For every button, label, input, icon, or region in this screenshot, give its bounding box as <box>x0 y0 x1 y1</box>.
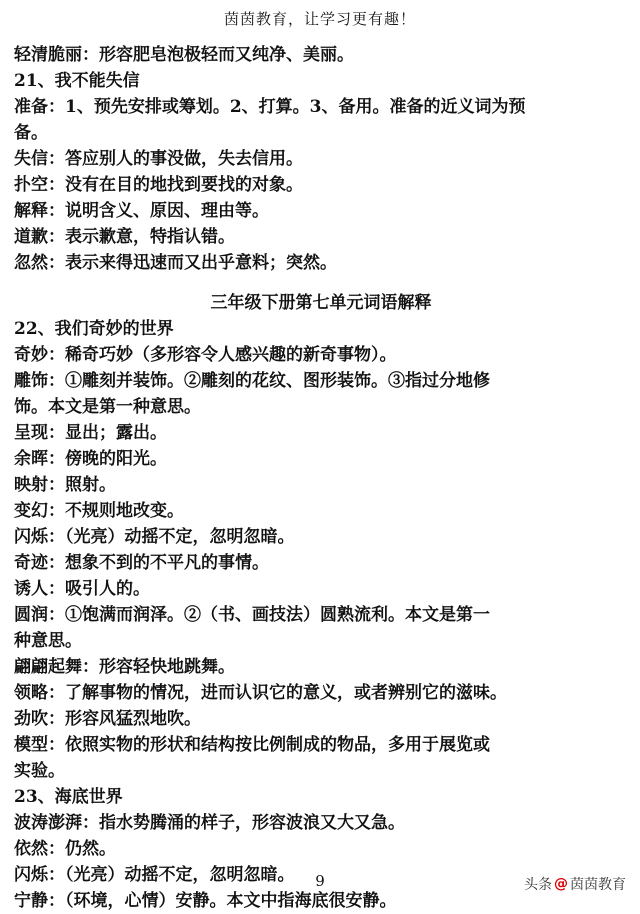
text-line: 闪烁：（光亮）动摇不定，忽明忽暗。 <box>14 865 295 885</box>
text-line: 呈现：显出；露出。 <box>14 423 167 443</box>
text-line: 模型：依照实物的形状和结构按比例制成的物品，多用于展览或 <box>14 735 490 755</box>
watermark-prefix: 头条 <box>524 877 552 893</box>
text-line: 饰。本文是第一种意思。 <box>14 397 201 417</box>
lesson-heading: 23、海底世界 <box>14 787 123 807</box>
text-line: 劲吹：形容风猛烈地吹。 <box>14 709 201 729</box>
lesson-heading: 21、我不能失信 <box>14 71 140 91</box>
text-line: 依然：仍然。 <box>14 839 116 859</box>
text-line: 忽然：表示来得迅速而又出乎意料；突然。 <box>14 253 337 273</box>
text-line: 映射：照射。 <box>14 475 116 495</box>
text-line: 余晖：傍晚的阳光。 <box>14 449 167 469</box>
text-line: 失信：答应别人的事没做，失去信用。 <box>14 149 303 169</box>
text-line: 波涛澎湃：指水势腾涌的样子，形容波浪又大又急。 <box>14 813 405 833</box>
text-line: 解释：说明含义、原因、理由等。 <box>14 201 269 221</box>
document-body <box>14 42 628 914</box>
section-title: 三年级下册第七单元词语解释 <box>210 293 432 313</box>
text-line: 翩翩起舞：形容轻快地跳舞。 <box>14 657 235 677</box>
text-line: 变幻：不规则地改变。 <box>14 501 184 521</box>
text-line: 奇迹：想象不到的不平凡的事情。 <box>14 553 269 573</box>
text-line: 实验。 <box>14 761 65 781</box>
text-line: 轻清脆丽：形容肥皂泡极轻而又纯净、美丽。 <box>14 45 354 65</box>
watermark-at: @ <box>554 876 568 892</box>
page-header: 茵茵教育，让学习更有趣！ <box>223 10 416 28</box>
text-line: 准备：1、预先安排或筹划。2、打算。3、备用。准备的近义词为预 <box>14 97 526 117</box>
text-line: 领略：了解事物的情况，进而认识它的意义，或者辨别它的滋味。 <box>14 683 507 703</box>
watermark-name: 茵茵教育 <box>570 877 626 893</box>
text-line: 备。 <box>14 123 48 143</box>
text-line: 扑空：没有在目的地找到要找的对象。 <box>14 175 303 195</box>
text-line: 诱人：吸引人的。 <box>14 579 150 599</box>
lesson-heading: 22、我们奇妙的世界 <box>14 319 174 339</box>
text-line: 雕饰：①雕刻并装饰。②雕刻的花纹、图形装饰。③指过分地修 <box>14 371 490 391</box>
text-line: 种意思。 <box>14 631 82 651</box>
page-number: 9 <box>315 872 325 890</box>
text-line: 道歉：表示歉意，特指认错。 <box>14 227 235 247</box>
watermark <box>524 874 626 894</box>
text-line: 奇妙：稀奇巧妙（多形容令人感兴趣的新奇事物）。 <box>14 345 397 365</box>
text-line: 闪烁：（光亮）动摇不定，忽明忽暗。 <box>14 527 295 547</box>
text-line: 圆润：①饱满而润泽。②（书、画技法）圆熟流利。本文是第一 <box>14 605 490 625</box>
text-line: 宁静：（环境，心情）安静。本文中指海底很安静。 <box>14 891 397 911</box>
